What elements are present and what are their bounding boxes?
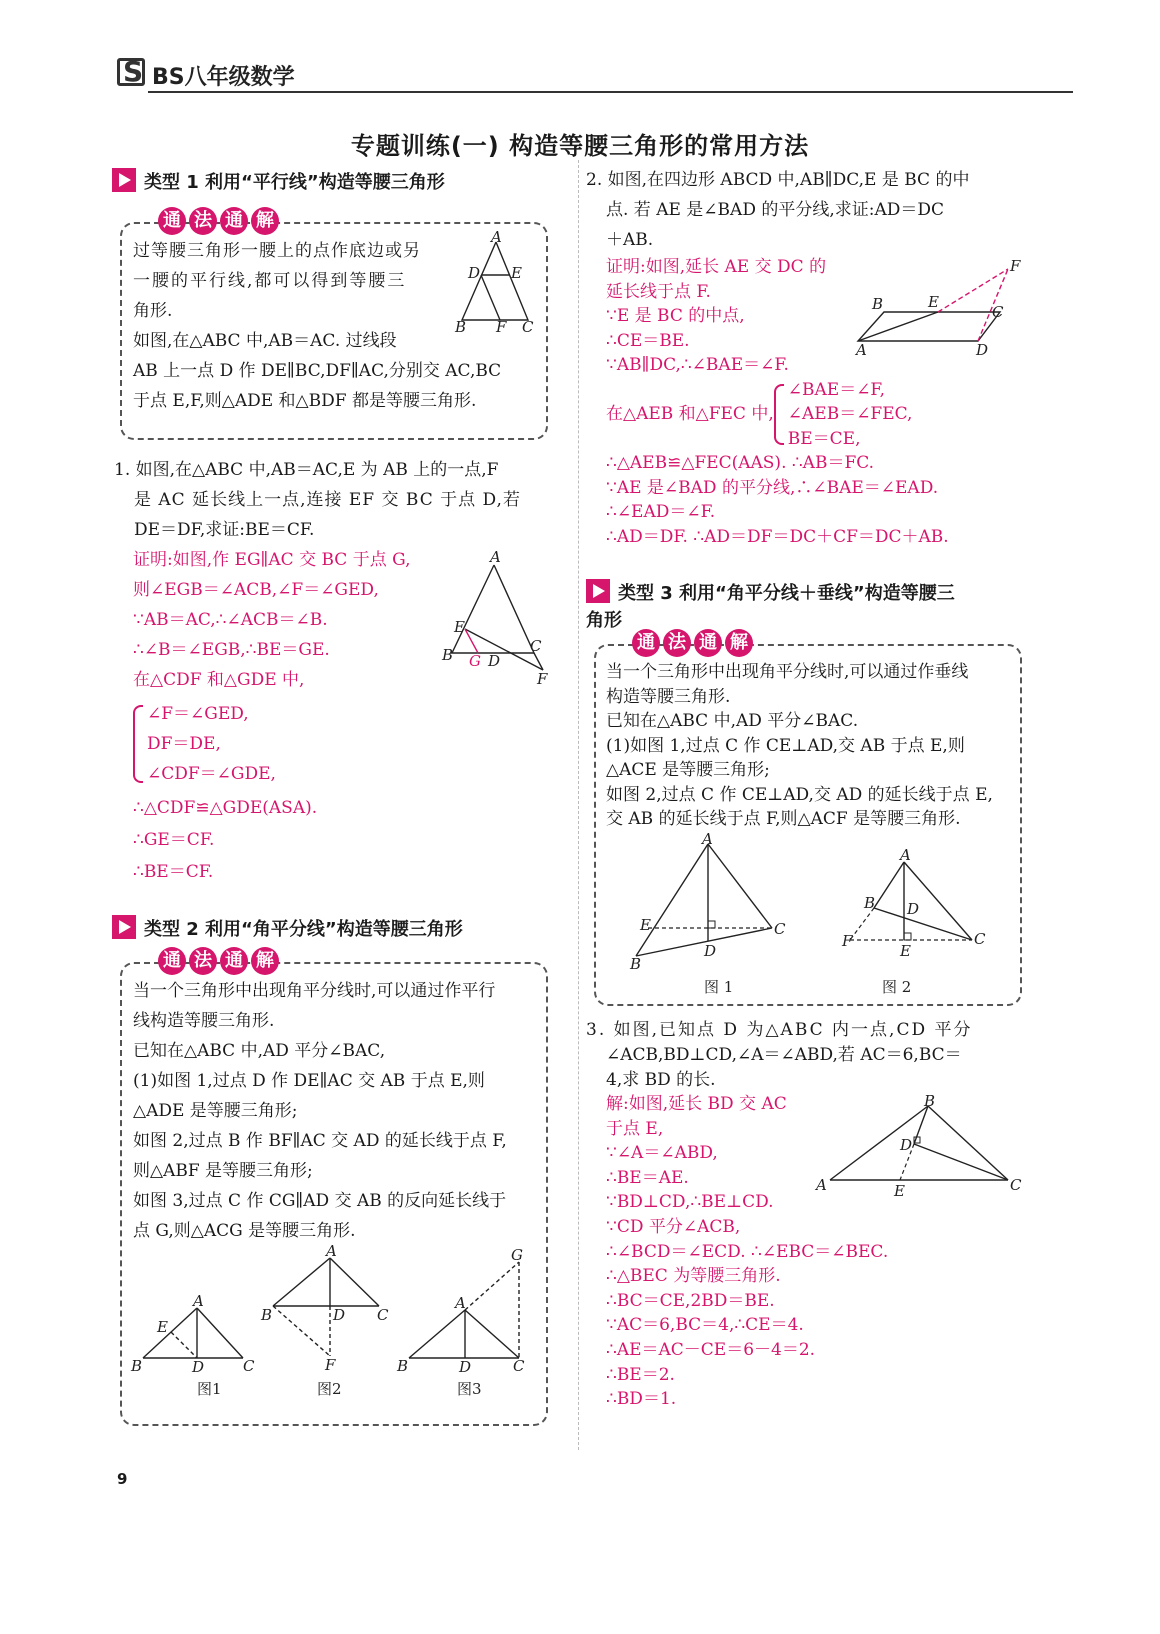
column-divider [578, 160, 579, 1450]
figure-q1-triangle [438, 545, 556, 687]
label-b: B [455, 318, 467, 336]
proof-1-brace: ∠F＝∠GED, DF＝DE, ∠CDF＝∠GDE, [133, 699, 410, 789]
label-b: B [924, 1092, 936, 1110]
proof-2-brace: ∠BAE＝∠F, ∠AEB＝∠FEC, BE＝CE, [774, 378, 913, 452]
method-text-type3: 当一个三角形中出现角平分线时,可以通过作垂线 构造等腰三角形. 已知在△ABC 中,AD 平分∠BAC. (1)如图 1,过点 C 作 CE⊥AD,交 AB 于点 E,则 △ACE 是等腰三角形; 如图 2,过点 C 作 CE⊥AD,交 AD 的延长线于点 E, 交 AB 的延长线于点 F,则△ACF 是等腰三角形. [606, 662, 993, 829]
label-e: E [900, 942, 911, 960]
caption-fig2: 图 2 [882, 978, 912, 996]
label-a: A [326, 1242, 337, 1260]
label-b: B [397, 1357, 409, 1375]
method-text-type1: 过等腰三角形一腰上的点作底边或另 一腰的平行线,都可以得到等腰三 角形. 如图,在△ABC 中,AB＝AC. 过线段 AB 上一点 D 作 DE∥BC,DF∥AC,分别交 AC,BC 于点 E,F,则△ADE 和△BDF 都是等腰三角形. [133, 241, 502, 411]
question-1: 1. 如图,在△ABC 中,AB＝AC,E 为 AB 上的一点,F 是 AC 延长线上一点,连接 EF 交 BC 于点 D,若 DE＝DF,求证:BE＝CF. [114, 460, 521, 540]
label-a: A [702, 830, 713, 848]
label-a: A [900, 846, 911, 864]
label-b: B [630, 955, 642, 973]
label-f: F [537, 670, 548, 687]
figure-q3-triangle [810, 1092, 1030, 1202]
page-number: 9 [117, 1470, 128, 1488]
label-c: C [377, 1306, 389, 1324]
label-e: E [894, 1182, 905, 1200]
label-a: A [491, 228, 502, 246]
label-a: A [856, 341, 867, 359]
question-3: 3. 如图,已知点 D 为△ABC 内一点,CD 平分 ∠ACB,BD⊥CD,∠A＝∠ABD,若 AC＝6,BC＝ 4,求 BD 的长. [586, 1020, 973, 1090]
figures-type3 [600, 830, 1020, 1002]
page-title: 专题训练(一) 构造等腰三角形的常用方法 [350, 132, 810, 160]
figures-type2 [125, 1242, 545, 1407]
label-c: C [522, 318, 534, 336]
section-heading-type1: 类型 1 利用“平行线”构造等腰三角形 [112, 168, 445, 194]
caption-fig1: 图1 [197, 1380, 222, 1398]
proof-2: 证明:如图,延长 AE 交 DC 的 延长线于点 F. ∵E 是 BC 的中点, ∴CE＝BE. ∵AB∥DC,∴∠BAE＝∠F. 在△AEB 和△FEC 中, ∠BAE＝∠F, ∠AEB＝∠FEC, BE＝CE, ∴△AEB≌△FEC(AAS). ∴AB＝FC. ∵AE 是∠BAD 的平分线,∴∠BAE＝∠EAD. ∴∠EAD＝∠F. ∴AD＝DF. ∴AD＝DF＝DC＋CF＝DC＋AB. [606, 257, 949, 547]
label-c: C [513, 1357, 525, 1375]
brand-logo-icon [117, 58, 145, 86]
label-e: E [511, 264, 522, 282]
label-d: D [704, 942, 717, 960]
method-badge: 通 法 通 解 [158, 207, 279, 235]
proof-2-brace-row: 在△AEB 和△FEC 中, ∠BAE＝∠F, ∠AEB＝∠FEC, BE＝CE, [606, 378, 949, 452]
play-triangle-icon [586, 579, 610, 603]
label-e: E [157, 1318, 168, 1336]
header-rule [148, 91, 1073, 93]
solution-3: 解:如图,延长 BD 交 AC 于点 E, ∵∠A＝∠ABD, ∴BE＝AE. ∵BD⊥CD,∴BE⊥CD. ∵CD 平分∠ACB, ∴∠BCD＝∠ECD. ∴∠EBC＝∠BEC. ∴△BEC 为等腰三角形. ∴BC＝CE,2BD＝BE. ∵AC＝6,BC＝4,∴CE＝4. ∴AE＝AC－CE＝6－4＝2. ∴BE＝2. ∴BD＝1. [606, 1094, 889, 1410]
method-text-type2: 当一个三角形中出现角平分线时,可以通过作平行 线构造等腰三角形. 已知在△ABC 中,AD 平分∠BAC, (1)如图 1,过点 D 作 DE∥AC 交 AB 于点 E,则 △ADE 是等腰三角形; 如图 2,过点 B 作 BF∥AC 交 AD 的延长线于点 F, 则△ABF 是等腰三角形; 如图 3,过点 C 作 CG∥AD 交 AB 的反向延长线于 点 G,则△ACG 是等腰三角形. [133, 981, 507, 1241]
label-d: D [192, 1358, 205, 1376]
caption-fig3: 图3 [457, 1380, 482, 1398]
label-a: A [193, 1292, 204, 1310]
caption-fig1: 图 1 [704, 978, 734, 996]
label-c: C [1010, 1176, 1022, 1194]
label-b: B [864, 894, 876, 912]
label-a: A [455, 1294, 466, 1312]
label-c: C [992, 303, 1004, 321]
label-d: D [333, 1306, 346, 1324]
label-b: B [872, 295, 884, 313]
label-d: D [907, 900, 920, 918]
label-b: B [131, 1357, 143, 1375]
section-heading-type3: 类型 3 利用“角平分线＋垂线”构造等腰三 [586, 579, 955, 605]
method-badge: 通 法 通 解 [158, 947, 279, 975]
play-triangle-icon [112, 915, 136, 939]
question-2: 2. 如图,在四边形 ABCD 中,AB∥DC,E 是 BC 的中 点. 若 AE 是∠BAD 的平分线,求证:AD＝DC ＋AB. [586, 170, 970, 250]
section-heading-type3-cont: 角形 [586, 610, 622, 631]
label-d: D [976, 341, 989, 359]
label-d: D [900, 1136, 913, 1154]
label-c: C [974, 930, 986, 948]
label-c: C [774, 920, 786, 938]
label-b: B [442, 646, 454, 664]
label-f: F [842, 932, 853, 950]
section-heading-type2: 类型 2 利用“角平分线”构造等腰三角形 [112, 915, 463, 941]
label-f: F [325, 1356, 336, 1374]
label-e: E [928, 293, 939, 311]
label-d: D [468, 264, 481, 282]
label-b: B [261, 1306, 273, 1324]
play-triangle-icon [112, 168, 136, 192]
figure-q2-quadrilateral [850, 255, 1030, 363]
label-g: G [511, 1246, 523, 1264]
caption-fig2: 图2 [317, 1380, 342, 1398]
label-g: G [469, 652, 481, 670]
figure-type1-triangle [450, 228, 542, 336]
label-e: E [454, 618, 465, 636]
label-a: A [490, 548, 501, 566]
label-a: A [816, 1176, 827, 1194]
book-title: BS八年级数学 [152, 65, 295, 90]
method-badge: 通 法 通 解 [632, 629, 753, 657]
label-c: C [530, 637, 542, 655]
label-f: F [1010, 257, 1021, 275]
label-d: D [459, 1358, 472, 1376]
label-e: E [640, 916, 651, 934]
label-f: F [496, 318, 507, 336]
proof-1: 证明:如图,作 EG∥AC 交 BC 于点 G, 则∠EGB＝∠ACB,∠F＝∠GED, ∵AB＝AC,∴∠ACB＝∠B. ∴∠B＝∠EGB,∴BE＝GE. 在△CDF 和△GDE 中, ∠F＝∠GED, DF＝DE, ∠CDF＝∠GDE, ∴△CDF≌△GDE(ASA). ∴GE＝CF. ∴BE＝CF. [133, 550, 411, 882]
label-c: C [243, 1357, 255, 1375]
label-d: D [488, 652, 501, 670]
